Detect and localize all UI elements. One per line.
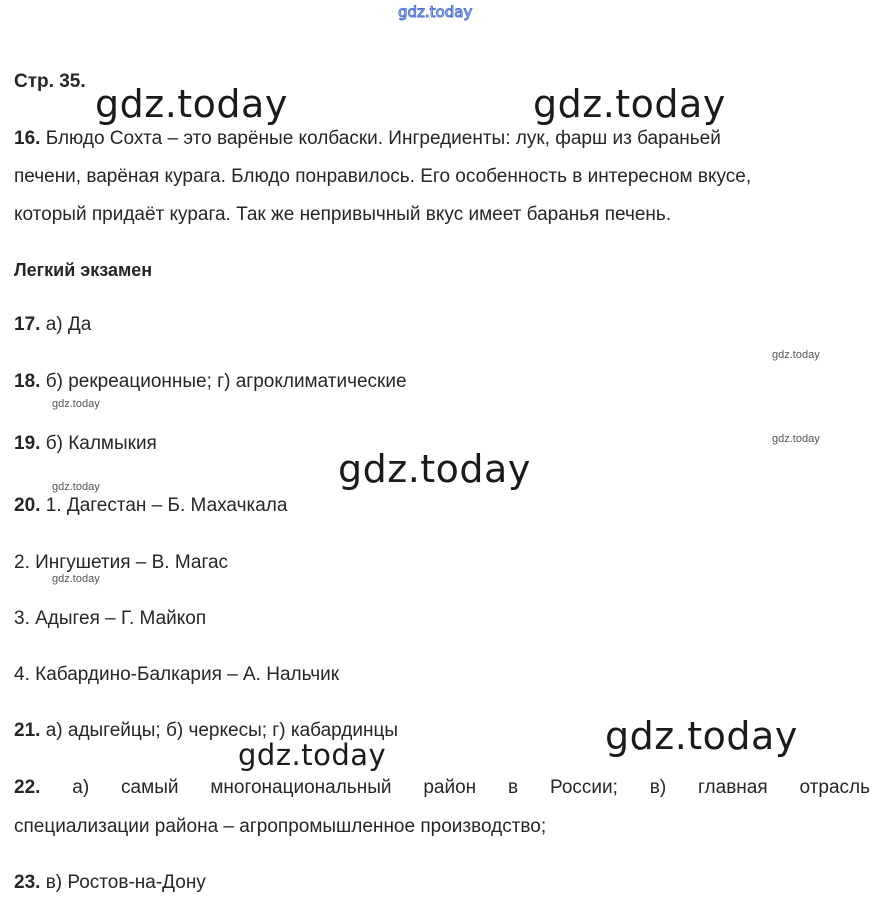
watermark-small: gdz.today: [772, 349, 820, 361]
watermark-small: gdz.today: [52, 573, 100, 585]
watermark-medium: gdz.today: [238, 738, 387, 772]
answer-20-text-1: 1. Дагестан – Б. Махачкала: [45, 495, 288, 516]
watermark-top: gdz.today: [398, 3, 473, 21]
answer-17-text: а) Да: [45, 314, 92, 335]
answer-20-item-2: 2. Ингушетия – В. Магас: [14, 552, 229, 573]
answer-22-text-1: а) самый многонациональный район в России; в) главная отрасль: [72, 777, 870, 798]
page-label: Стр. 35.: [14, 71, 86, 92]
answer-18: [14, 370, 407, 394]
answer-22-line-2: специализации района – агропромышленное производство;: [14, 816, 547, 837]
answer-16-number: 16.: [14, 128, 41, 149]
answer-20-item-4: 4. Кабардино-Балкария – А. Нальчик: [14, 664, 340, 685]
watermark-large: gdz.today: [533, 82, 726, 126]
watermark-large: gdz.today: [338, 447, 531, 491]
answer-18-number: 18.: [14, 371, 41, 392]
answer-16-text-1: Блюдо Сохта – это варёные колбаски. Ингредиенты: лук, фарш из бараньей: [45, 128, 721, 149]
answer-21-text: а) адыгейцы; б) черкесы; г) кабардинцы: [45, 720, 399, 741]
answer-21-number: 21.: [14, 720, 41, 741]
watermark-small: gdz.today: [772, 433, 820, 445]
answer-23-text: в) Ростов-на-Дону: [45, 872, 206, 893]
watermark-large: gdz.today: [95, 82, 288, 126]
answer-16-line-2: печени, варёная курага. Блюдо понравилось. Его особенность в интересном вкусе,: [14, 166, 752, 187]
section-heading: Легкий экзамен: [14, 260, 153, 280]
answer-20-item-3: 3. Адыгея – Г. Майкоп: [14, 608, 207, 629]
answer-23: [14, 871, 206, 895]
answer-16-line-1: [14, 127, 721, 151]
answer-19: [14, 432, 157, 456]
answer-22-line-1: [14, 776, 870, 800]
answer-17-number: 17.: [14, 314, 41, 335]
answer-17: [14, 313, 91, 337]
answer-16-line-3: который придаёт курага. Так же непривычный вкус имеет баранья печень.: [14, 204, 672, 225]
answer-23-number: 23.: [14, 872, 41, 893]
answer-19-number: 19.: [14, 433, 41, 454]
answer-20-item-1: [14, 494, 287, 518]
watermark-large: gdz.today: [605, 714, 798, 758]
watermark-small: gdz.today: [52, 398, 100, 410]
answer-22-number: 22.: [14, 777, 41, 798]
answer-18-text: б) рекреационные; г) агроклиматические: [45, 371, 407, 392]
watermark-small: gdz.today: [52, 481, 100, 493]
answer-20-number: 20.: [14, 495, 41, 516]
answer-19-text: б) Калмыкия: [45, 433, 157, 454]
